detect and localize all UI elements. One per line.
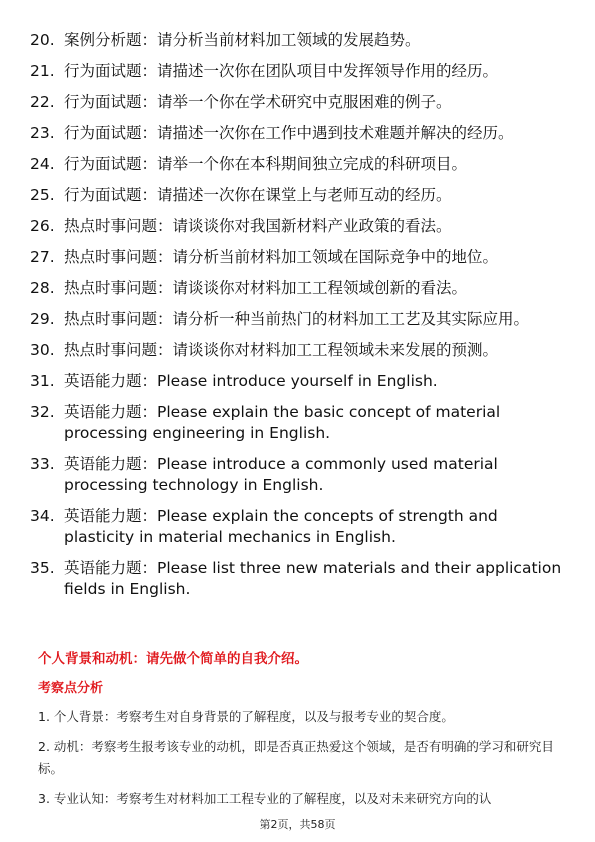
item-number: 26. bbox=[30, 217, 55, 235]
item-text: 行为面试题：请描述一次你在课堂上与老师互动的经历。 bbox=[64, 186, 452, 204]
analysis-list bbox=[38, 706, 558, 818]
item-number: 28. bbox=[30, 279, 55, 297]
item-text: 英语能力题：Please introduce yourself in English. bbox=[64, 372, 438, 390]
item-number: 22. bbox=[30, 93, 55, 111]
item-number: 29. bbox=[30, 310, 55, 328]
page-footer: 第2页，共58页 bbox=[259, 818, 336, 831]
item-number: 30. bbox=[30, 341, 55, 359]
list-item bbox=[30, 454, 565, 496]
list-item bbox=[30, 216, 565, 237]
list-item bbox=[30, 185, 565, 206]
item-number: 21. bbox=[30, 62, 55, 80]
item-text: 英语能力题：Please introduce a commonly used material processing technology in English. bbox=[64, 455, 498, 494]
list-item bbox=[30, 371, 565, 392]
item-number: 20. bbox=[30, 31, 55, 49]
list-item bbox=[30, 247, 565, 268]
item-number: 35. bbox=[30, 559, 55, 577]
list-item bbox=[30, 30, 565, 51]
section-heading: 个人背景和动机：请先做个简单的自我介绍。 bbox=[38, 651, 308, 667]
list-item bbox=[30, 92, 565, 113]
list-item bbox=[30, 558, 565, 600]
item-text: 热点时事问题：请分析一种当前热门的材料加工工艺及其实际应用。 bbox=[64, 310, 530, 328]
item-number: 32. bbox=[30, 403, 55, 421]
list-item bbox=[30, 61, 565, 82]
item-text: 热点时事问题：请分析当前材料加工领域在国际竞争中的地位。 bbox=[64, 248, 499, 266]
item-text: 热点时事问题：请谈谈你对材料加工工程领域创新的看法。 bbox=[64, 279, 468, 297]
analysis-item: 3. 专业认知：考察考生对材料加工工程专业的了解程度，以及对未来研究方向的认 bbox=[38, 791, 492, 806]
analysis-item: 2. 动机：考察考生报考该专业的动机，即是否真正热爱这个领域，是否有明确的学习和研究目标。 bbox=[38, 739, 554, 776]
item-text: 行为面试题：请举一个你在本科期间独立完成的科研项目。 bbox=[64, 155, 468, 173]
item-number: 25. bbox=[30, 186, 55, 204]
question-list bbox=[30, 30, 565, 610]
item-number: 23. bbox=[30, 124, 55, 142]
item-text: 英语能力题：Please explain the basic concept of material processing engineering in English. bbox=[64, 403, 501, 442]
item-number: 24. bbox=[30, 155, 55, 173]
item-text: 案例分析题：请分析当前材料加工领域的发展趋势。 bbox=[64, 31, 421, 49]
list-item bbox=[30, 309, 565, 330]
item-number: 27. bbox=[30, 248, 55, 266]
analysis-item: 1. 个人背景：考察考生对自身背景的了解程度，以及与报考专业的契合度。 bbox=[38, 709, 454, 724]
list-item bbox=[30, 340, 565, 361]
item-number: 31. bbox=[30, 372, 55, 390]
list-item bbox=[30, 506, 565, 548]
item-number: 33. bbox=[30, 455, 55, 473]
item-text: 英语能力题：Please list three new materials and their application fields in English. bbox=[64, 559, 562, 598]
item-text: 行为面试题：请描述一次你在工作中遇到技术难题并解决的经历。 bbox=[64, 124, 514, 142]
item-text: 行为面试题：请举一个你在学术研究中克服困难的例子。 bbox=[64, 93, 452, 111]
list-item bbox=[30, 402, 565, 444]
sub-heading: 考察点分析 bbox=[38, 681, 104, 696]
list-item bbox=[30, 154, 565, 175]
item-text: 英语能力题：Please explain the concepts of strength and plasticity in material mechanics in English. bbox=[64, 507, 498, 546]
list-item bbox=[30, 123, 565, 144]
item-text: 热点时事问题：请谈谈你对我国新材料产业政策的看法。 bbox=[64, 217, 452, 235]
item-number: 34. bbox=[30, 507, 55, 525]
list-item bbox=[30, 278, 565, 299]
item-text: 行为面试题：请描述一次你在团队项目中发挥领导作用的经历。 bbox=[64, 62, 499, 80]
item-text: 热点时事问题：请谈谈你对材料加工工程领域未来发展的预测。 bbox=[64, 341, 499, 359]
